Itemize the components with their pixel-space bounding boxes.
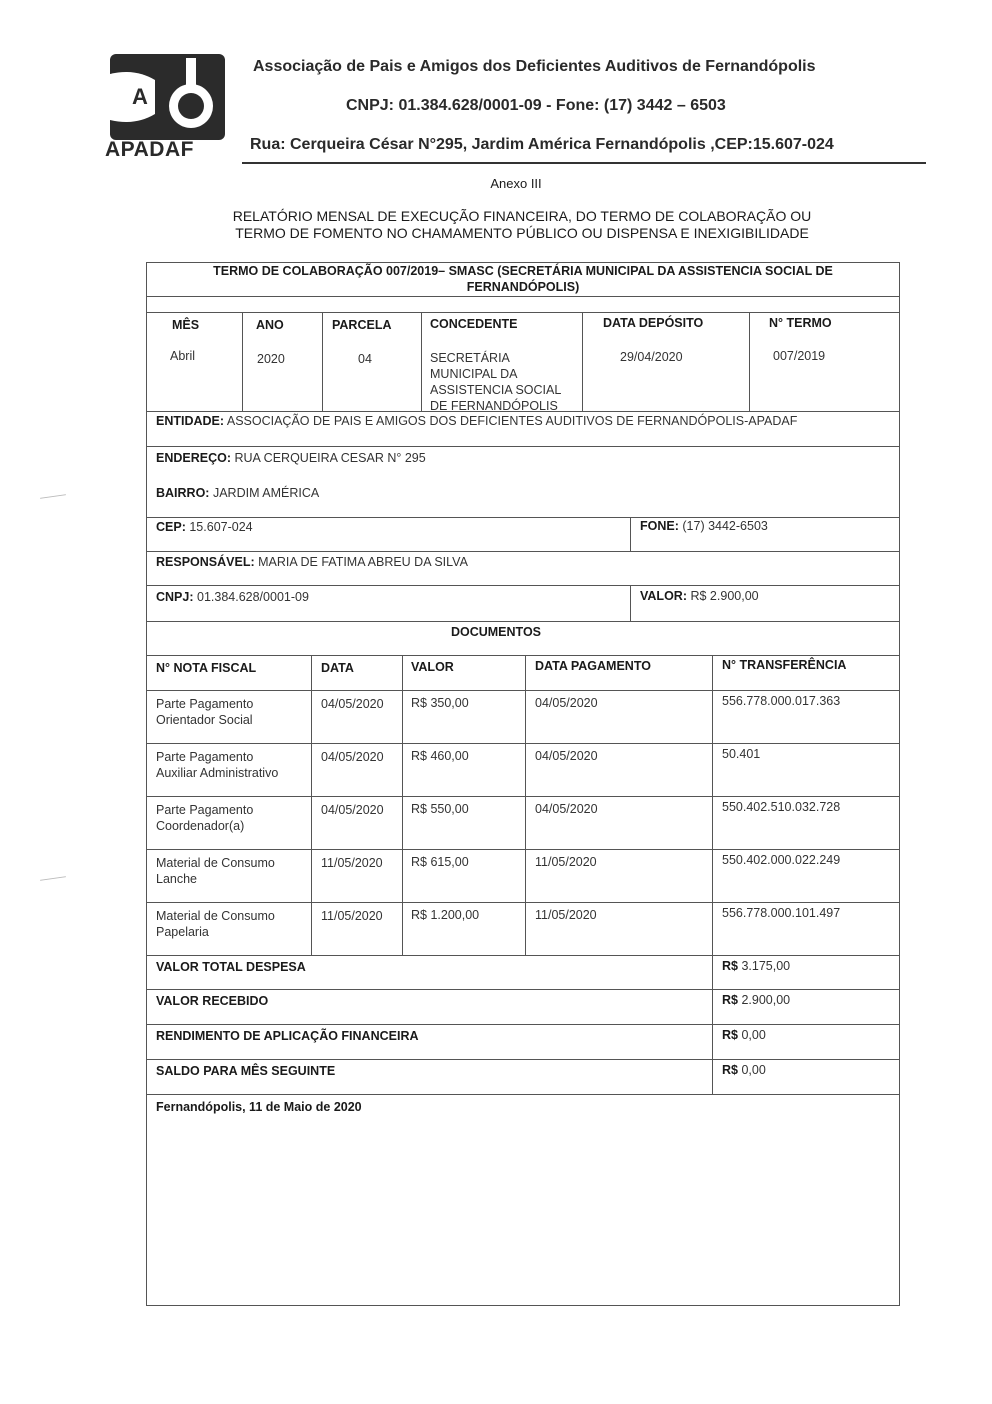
doc-header-transferencia: N° TRANSFERÊNCIA bbox=[722, 658, 847, 672]
responsavel-label: RESPONSÁVEL: bbox=[156, 555, 255, 569]
org-address: Rua: Cerqueira César N°295, Jardim América Fernandópolis ,CEP:15.607-024 bbox=[250, 136, 834, 153]
doc-row-nota-line2: Coordenador(a) bbox=[156, 819, 245, 833]
header-termo: N° TERMO bbox=[769, 316, 832, 330]
header-rule bbox=[242, 162, 926, 164]
termo-title-line1: TERMO DE COLABORAÇÃO 007/2019– SMASC (SECRETÁRIA MUNICIPAL DA ASSISTENCIA SOCIAL DE bbox=[213, 264, 833, 278]
termo-title-line2: FERNANDÓPOLIS) bbox=[466, 280, 580, 294]
doc-row-valor: R$ 550,00 bbox=[411, 802, 469, 816]
doc-row-nota bbox=[156, 802, 253, 834]
value-concedente-line1: SECRETÁRIA bbox=[430, 351, 510, 365]
amount: 0,00 bbox=[741, 1028, 766, 1042]
doc-row-nota-line1: Parte Pagamento bbox=[156, 697, 254, 711]
valor-recebido-label: VALOR RECEBIDO bbox=[156, 994, 269, 1008]
amount: 0,00 bbox=[741, 1063, 766, 1077]
currency-prefix: R$ bbox=[722, 1063, 738, 1077]
entidade-field bbox=[156, 413, 797, 429]
doc-row-nota bbox=[156, 749, 278, 781]
total-despesa-value bbox=[722, 958, 790, 974]
valor-recebido-value bbox=[722, 992, 790, 1008]
doc-row-nota-line2: Papelaria bbox=[156, 925, 209, 939]
rendimento-value bbox=[722, 1027, 766, 1043]
doc-header-nota: N° NOTA FISCAL bbox=[156, 661, 257, 675]
doc-row-nota-line1: Parte Pagamento bbox=[156, 750, 254, 764]
doc-row-valor: R$ 460,00 bbox=[411, 749, 469, 763]
punch-mark bbox=[40, 494, 66, 499]
bairro-value: JARDIM AMÉRICA bbox=[212, 486, 320, 500]
value-concedente-line2: MUNICIPAL DA bbox=[430, 367, 518, 381]
value-concedente bbox=[430, 350, 561, 414]
doc-header-pagamento: DATA PAGAMENTO bbox=[535, 659, 651, 673]
doc-row-nota bbox=[156, 855, 275, 887]
header-data-deposito: DATA DEPÓSITO bbox=[603, 316, 704, 330]
header-mes: MÊS bbox=[172, 318, 200, 332]
doc-header-valor: VALOR bbox=[411, 660, 454, 674]
header-parcela: PARCELA bbox=[332, 318, 392, 332]
value-concedente-line3: ASSISTENCIA SOCIAL bbox=[430, 383, 562, 397]
rendimento-label: RENDIMENTO DE APLICAÇÃO FINANCEIRA bbox=[156, 1029, 419, 1043]
doc-row-data: 11/05/2020 bbox=[321, 909, 383, 923]
doc-row-data: 04/05/2020 bbox=[321, 803, 384, 817]
cep-field bbox=[156, 519, 253, 535]
cnpj-field bbox=[156, 589, 309, 605]
cep-label: CEP: bbox=[156, 520, 186, 534]
doc-row-data: 11/05/2020 bbox=[321, 856, 383, 870]
bairro-label: BAIRRO: bbox=[156, 486, 210, 500]
fone-field bbox=[640, 518, 768, 534]
doc-row-pagamento: 11/05/2020 bbox=[535, 855, 597, 869]
doc-row-nota-line2: Auxiliar Administrativo bbox=[156, 766, 279, 780]
entidade-value: ASSOCIAÇÃO DE PAIS E AMIGOS DOS DEFICIENTES AUDITIVOS DE FERNANDÓPOLIS-APADAF bbox=[226, 414, 798, 428]
doc-row-transferencia: 556.778.000.017.363 bbox=[722, 694, 841, 708]
doc-row-transferencia: 550.402.000.022.249 bbox=[722, 853, 841, 867]
cep-value: 15.607-024 bbox=[189, 520, 253, 534]
doc-row-data: 04/05/2020 bbox=[321, 750, 384, 764]
footer-date: Fernandópolis, 11 de Maio de 2020 bbox=[156, 1100, 362, 1114]
doc-row-pagamento: 04/05/2020 bbox=[535, 696, 598, 710]
value-termo: 007/2019 bbox=[773, 349, 826, 363]
svg-text:A: A bbox=[132, 84, 148, 109]
report-title-line1: RELATÓRIO MENSAL DE EXECUÇÃO FINANCEIRA, DO TERMO DE COLABORAÇÃO OU bbox=[232, 208, 812, 224]
value-parcela: 04 bbox=[358, 352, 372, 366]
saldo-value bbox=[722, 1062, 766, 1078]
doc-row-nota bbox=[156, 908, 275, 940]
entidade-label: ENTIDADE: bbox=[156, 414, 225, 428]
responsavel-field bbox=[156, 554, 468, 570]
header-concedente: CONCEDENTE bbox=[430, 317, 518, 331]
doc-row-data: 04/05/2020 bbox=[321, 697, 384, 711]
value-concedente-line4: DE FERNANDÓPOLIS bbox=[430, 399, 558, 413]
value-mes: Abril bbox=[170, 349, 196, 363]
doc-row-pagamento: 04/05/2020 bbox=[535, 749, 598, 763]
doc-row-nota-line2: Lanche bbox=[156, 872, 198, 886]
bairro-field bbox=[156, 485, 319, 501]
responsavel-value: MARIA DE FATIMA ABREU DA SILVA bbox=[258, 555, 468, 569]
doc-row-nota-line1: Material de Consumo bbox=[156, 909, 275, 923]
currency-prefix: R$ bbox=[722, 1028, 738, 1042]
doc-header-data: DATA bbox=[321, 661, 354, 675]
doc-row-pagamento: 11/05/2020 bbox=[535, 908, 597, 922]
doc-row-transferencia: 550.402.510.032.728 bbox=[722, 800, 841, 814]
valor-field bbox=[640, 588, 759, 604]
apadaf-logo bbox=[110, 54, 225, 140]
endereco-value: RUA CERQUEIRA CESAR N° 295 bbox=[234, 451, 426, 465]
endereco-label: ENDEREÇO: bbox=[156, 451, 232, 465]
cnpj-label: CNPJ: bbox=[156, 590, 194, 604]
value-data-deposito: 29/04/2020 bbox=[620, 350, 683, 364]
amount: 2.900,00 bbox=[741, 993, 791, 1007]
value-ano: 2020 bbox=[257, 352, 285, 366]
report-title-line2: TERMO DE FOMENTO NO CHAMAMENTO PÚBLICO OU DISPENSA E INEXIGIBILIDADE bbox=[235, 225, 809, 241]
doc-row-pagamento: 04/05/2020 bbox=[535, 802, 598, 816]
cnpj-phone: CNPJ: 01.384.628/0001-09 - Fone: (17) 3442 – 6503 bbox=[346, 97, 726, 114]
endereco-field bbox=[156, 450, 426, 466]
doc-row-transferencia: 556.778.000.101.497 bbox=[722, 906, 841, 920]
punch-mark bbox=[40, 876, 66, 881]
fone-value: (17) 3442-6503 bbox=[682, 519, 768, 533]
amount: 3.175,00 bbox=[741, 959, 791, 973]
doc-row-valor: R$ 615,00 bbox=[411, 855, 469, 869]
saldo-label: SALDO PARA MÊS SEGUINTE bbox=[156, 1064, 336, 1078]
header-ano: ANO bbox=[256, 318, 284, 332]
doc-row-transferencia: 50.401 bbox=[722, 747, 761, 761]
doc-row-nota-line1: Parte Pagamento bbox=[156, 803, 254, 817]
doc-row-nota-line1: Material de Consumo bbox=[156, 856, 275, 870]
currency-prefix: R$ bbox=[722, 959, 738, 973]
org-name: Associação de Pais e Amigos dos Deficientes Auditivos de Fernandópolis bbox=[253, 58, 816, 75]
annex-label: Anexo III bbox=[490, 176, 542, 191]
report-title bbox=[0, 208, 992, 242]
documentos-title: DOCUMENTOS bbox=[450, 625, 542, 639]
doc-row-nota bbox=[156, 696, 253, 728]
doc-row-valor: R$ 1.200,00 bbox=[411, 908, 480, 922]
valor-label: VALOR: bbox=[640, 589, 687, 603]
logo-text: APADAF bbox=[105, 138, 194, 161]
termo-title bbox=[146, 263, 900, 295]
total-despesa-label: VALOR TOTAL DESPESA bbox=[156, 960, 306, 974]
doc-row-nota-line2: Orientador Social bbox=[156, 713, 253, 727]
valor-value: R$ 2.900,00 bbox=[690, 589, 759, 603]
currency-prefix: R$ bbox=[722, 993, 738, 1007]
doc-row-valor: R$ 350,00 bbox=[411, 696, 469, 710]
fone-label: FONE: bbox=[640, 519, 679, 533]
cnpj-value: 01.384.628/0001-09 bbox=[197, 590, 309, 604]
